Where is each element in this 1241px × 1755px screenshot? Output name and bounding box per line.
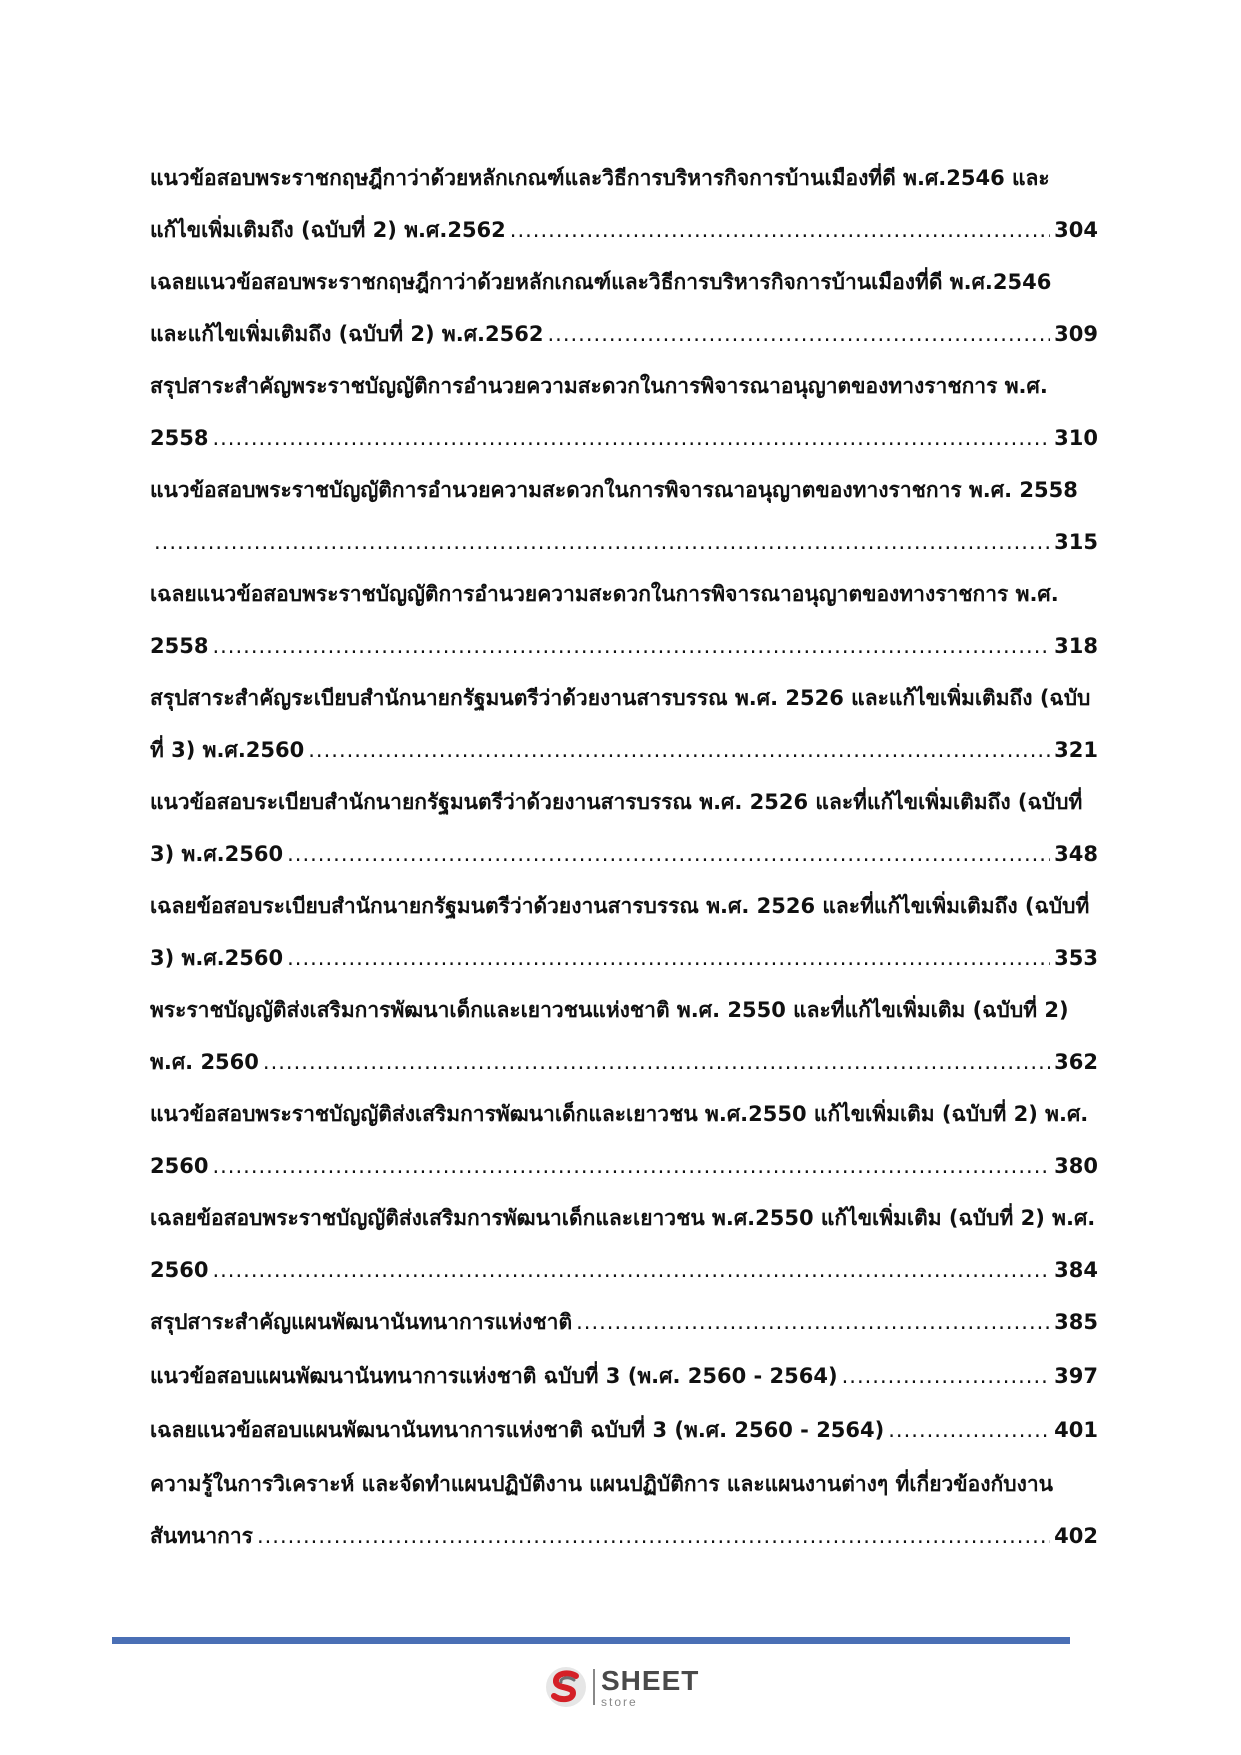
dot-leader <box>842 1350 1051 1402</box>
toc-page-number: 384 <box>1054 1258 1098 1282</box>
toc-leader-row <box>150 1350 1098 1402</box>
dot-leader <box>212 412 1050 464</box>
dot-leader <box>287 828 1050 880</box>
toc-entry[interactable] <box>150 880 1098 984</box>
toc-entry[interactable] <box>150 360 1098 464</box>
logo-store-text: store <box>601 1694 638 1709</box>
toc-leader-row <box>150 516 1098 568</box>
toc-entry-title-line: แนวข้อสอบระเบียบสำนักนายกรัฐมนตรีว่าด้วยงานสารบรรณ พ.ศ. 2526 และที่แก้ไขเพิ่มเติมถึง (ฉบับที่ <box>150 790 1083 814</box>
toc-entry[interactable] <box>150 776 1098 880</box>
toc-entry[interactable] <box>150 464 1098 568</box>
footer-rule <box>112 1637 1070 1644</box>
dot-leader <box>547 308 1050 360</box>
dot-leader <box>308 724 1050 776</box>
toc-entry[interactable] <box>150 1458 1098 1562</box>
dot-leader <box>510 204 1050 256</box>
toc-page-number: 348 <box>1054 842 1098 866</box>
toc-entry[interactable] <box>150 1192 1098 1296</box>
toc-entry-title-tail: สันทนาการ <box>150 1524 253 1548</box>
toc-leader-row <box>150 724 1098 776</box>
logo-divider <box>593 1669 595 1705</box>
dot-leader <box>212 620 1050 672</box>
toc-entry-title-tail: 2558 <box>150 426 209 450</box>
toc-leader-row <box>150 412 1098 464</box>
toc-page-number: 401 <box>1054 1418 1098 1442</box>
toc-page-number: 321 <box>1054 738 1098 762</box>
toc-leader-row <box>150 1036 1098 1088</box>
toc-leader-row <box>150 1296 1098 1348</box>
toc-page-number: 318 <box>1054 634 1098 658</box>
toc-page-number: 315 <box>1054 530 1098 554</box>
toc-page-number: 402 <box>1054 1524 1098 1548</box>
toc-entry-title-tail: ที่ 3) พ.ศ.2560 <box>150 738 305 762</box>
dot-leader <box>212 1244 1050 1296</box>
toc-page-number: 385 <box>1054 1310 1098 1334</box>
toc-entry-title-tail: แก้ไขเพิ่มเติมถึง (ฉบับที่ 2) พ.ศ.2562 <box>150 218 506 242</box>
dot-leader <box>888 1404 1050 1456</box>
toc-entry-title-tail: 3) พ.ศ.2560 <box>150 946 284 970</box>
sheet-store-logo <box>543 1662 699 1712</box>
toc-entry-title-tail: และแก้ไขเพิ่มเติมถึง (ฉบับที่ 2) พ.ศ.2562 <box>150 322 544 346</box>
toc-entry-title-tail: 2560 <box>150 1258 209 1282</box>
toc-leader-row <box>150 308 1098 360</box>
toc-leader-row <box>150 1510 1098 1562</box>
toc-entry-title-line: แนวข้อสอบพระราชบัญญัติส่งเสริมการพัฒนาเด็กและเยาวชน พ.ศ.2550 แก้ไขเพิ่มเติม (ฉบับที่ 2) พ.ศ. <box>150 1102 1089 1126</box>
toc-entry[interactable] <box>150 1296 1098 1348</box>
toc-entry[interactable] <box>150 1350 1098 1402</box>
toc-page-number: 304 <box>1054 218 1098 242</box>
dot-leader <box>212 1140 1050 1192</box>
toc-entry-title-line: เฉลยข้อสอบระเบียบสำนักนายกรัฐมนตรีว่าด้วยงานสารบรรณ พ.ศ. 2526 และที่แก้ไขเพิ่มเติมถึง (ฉบับที่ <box>150 894 1090 918</box>
toc-entry[interactable] <box>150 1088 1098 1192</box>
toc-page-number: 353 <box>1054 946 1098 970</box>
toc-entry[interactable] <box>150 256 1098 360</box>
toc-leader-row <box>150 1404 1098 1456</box>
toc-page-number: 309 <box>1054 322 1098 346</box>
toc-entry-title-line: ความรู้ในการวิเคราะห์ และจัดทำแผนปฏิบัติงาน แผนปฏิบัติการ และแผนงานต่างๆ ที่เกี่ยวข้องกับงาน <box>150 1472 1053 1496</box>
toc-entry-title-tail: แนวข้อสอบแผนพัฒนานันทนาการแห่งชาติ ฉบับที่ 3 (พ.ศ. 2560 - 2564) <box>150 1364 838 1388</box>
dot-leader <box>257 1510 1050 1562</box>
logo-sheet-text: SHEET <box>601 1664 700 1696</box>
toc-entry-title-tail: 2558 <box>150 634 209 658</box>
toc-entry-title-line: เฉลยแนวข้อสอบพระราชบัญญัติการอำนวยความสะดวกในการพิจารณาอนุญาตของทางราชการ พ.ศ. <box>150 582 1059 606</box>
toc-leader-row <box>150 1140 1098 1192</box>
toc-page-number: 380 <box>1054 1154 1098 1178</box>
table-of-contents <box>150 152 1098 1562</box>
logo-mark-icon <box>543 1664 589 1710</box>
toc-entry-title-line: สรุปสาระสำคัญระเบียบสำนักนายกรัฐมนตรีว่าด้วยงานสารบรรณ พ.ศ. 2526 และแก้ไขเพิ่มเติมถึง (ฉบับ <box>150 686 1091 710</box>
toc-entry[interactable] <box>150 568 1098 672</box>
dot-leader <box>263 1036 1050 1088</box>
toc-leader-row <box>150 204 1098 256</box>
toc-entry-title-tail: เฉลยแนวข้อสอบแผนพัฒนานันทนาการแห่งชาติ ฉบับที่ 3 (พ.ศ. 2560 - 2564) <box>150 1418 885 1442</box>
toc-page-number: 362 <box>1054 1050 1098 1074</box>
toc-page-number: 310 <box>1054 426 1098 450</box>
toc-entry-title-line: แนวข้อสอบพระราชกฤษฎีกาว่าด้วยหลักเกณฑ์และวิธีการบริหารกิจการบ้านเมืองที่ดี พ.ศ.2546 และ <box>150 166 1050 190</box>
toc-leader-row <box>150 932 1098 984</box>
toc-entry[interactable] <box>150 152 1098 256</box>
toc-entry-title-tail: พ.ศ. 2560 <box>150 1050 259 1074</box>
logo-text <box>601 1664 700 1709</box>
toc-entry[interactable] <box>150 1404 1098 1456</box>
toc-leader-row <box>150 1244 1098 1296</box>
toc-entry[interactable] <box>150 984 1098 1088</box>
toc-entry-title-line: เฉลยข้อสอบพระราชบัญญัติส่งเสริมการพัฒนาเด็กและเยาวชน พ.ศ.2550 แก้ไขเพิ่มเติม (ฉบับที่ 2) พ.ศ. <box>150 1206 1096 1230</box>
toc-leader-row <box>150 620 1098 672</box>
dot-leader <box>154 516 1050 568</box>
toc-entry-title-tail: 2560 <box>150 1154 209 1178</box>
toc-entry-title-line: แนวข้อสอบพระราชบัญญัติการอำนวยความสะดวกในการพิจารณาอนุญาตของทางราชการ พ.ศ. 2558 <box>150 478 1078 502</box>
toc-entry-title-tail: 3) พ.ศ.2560 <box>150 842 284 866</box>
toc-entry-title-line: พระราชบัญญัติส่งเสริมการพัฒนาเด็กและเยาวชนแห่งชาติ พ.ศ. 2550 และที่แก้ไขเพิ่มเติม (ฉบับที่ 2) <box>150 998 1069 1022</box>
toc-entry-title-tail: สรุปสาระสำคัญแผนพัฒนานันทนาการแห่งชาติ <box>150 1310 573 1334</box>
toc-entry[interactable] <box>150 672 1098 776</box>
toc-entry-title-line: เฉลยแนวข้อสอบพระราชกฤษฎีกาว่าด้วยหลักเกณฑ์และวิธีการบริหารกิจการบ้านเมืองที่ดี พ.ศ.2546 <box>150 270 1052 294</box>
toc-leader-row <box>150 828 1098 880</box>
dot-leader <box>287 932 1050 984</box>
dot-leader <box>576 1296 1050 1348</box>
toc-entry-title-line: สรุปสาระสำคัญพระราชบัญญัติการอำนวยความสะดวกในการพิจารณาอนุญาตของทางราชการ พ.ศ. <box>150 374 1048 398</box>
toc-page-number: 397 <box>1054 1364 1098 1388</box>
